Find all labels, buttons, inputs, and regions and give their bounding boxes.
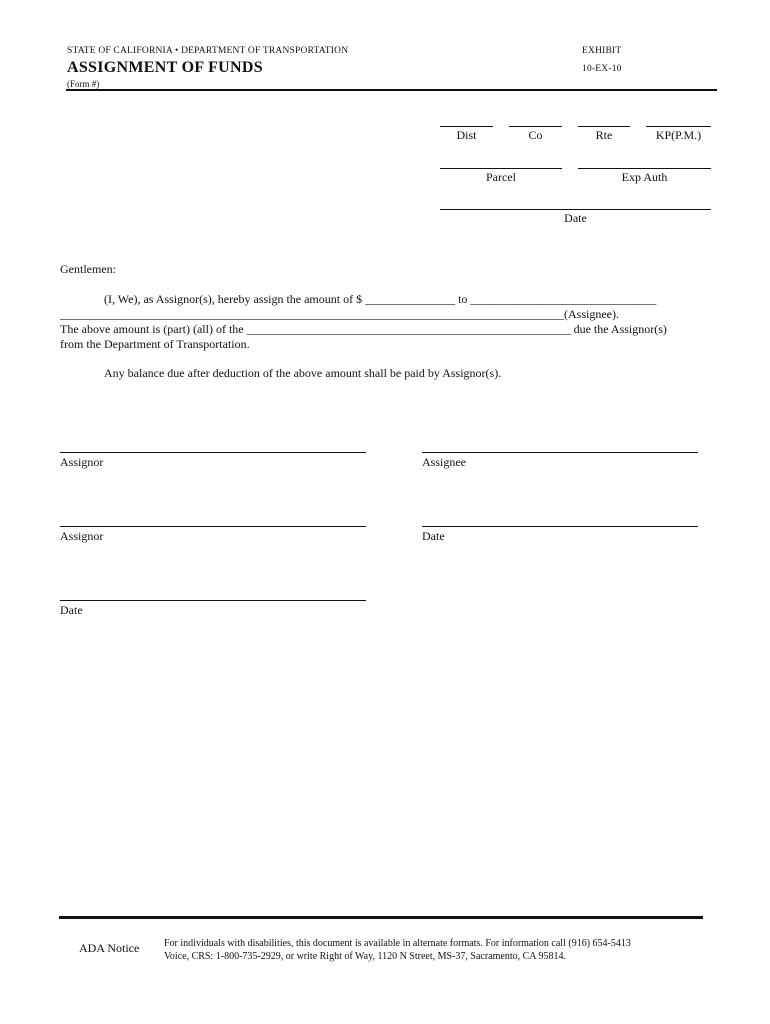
parcel-field[interactable] bbox=[440, 168, 562, 169]
right-date-line[interactable] bbox=[422, 526, 698, 527]
footer-divider bbox=[59, 916, 703, 919]
co-field[interactable] bbox=[509, 126, 562, 127]
ada-notice-line-2: Voice, CRS: 1-800-735-2929, or write Right of Way, 1120 N Street, MS-37, Sacramento, CA 95814. bbox=[164, 951, 566, 962]
assignor-1-signature-line[interactable] bbox=[60, 452, 366, 453]
dist-label: Dist bbox=[456, 128, 477, 142]
rte-field[interactable] bbox=[578, 126, 630, 127]
form-title: ASSIGNMENT OF FUNDS bbox=[67, 59, 263, 76]
ada-notice-label: ADA Notice bbox=[79, 941, 140, 955]
salutation: Gentlemen: bbox=[60, 262, 116, 276]
assignment-line-3: The above amount is (part) (all) of the ______________________________________________________ due the Assignor(s) bbox=[60, 322, 667, 336]
exp-auth-field[interactable] bbox=[578, 168, 711, 169]
assignor-1-label: Assignor bbox=[60, 455, 104, 469]
co-label: Co bbox=[528, 128, 543, 142]
assignment-line-2: ____________________________________________________________________________________(Assignee). bbox=[60, 307, 619, 321]
top-date-label: Date bbox=[564, 211, 587, 225]
assignor-2-signature-line[interactable] bbox=[60, 526, 366, 527]
parcel-label: Parcel bbox=[486, 170, 516, 184]
header-divider bbox=[66, 89, 717, 91]
assignment-line-4: from the Department of Transportation. bbox=[60, 337, 250, 351]
assignment-line-1: (I, We), as Assignor(s), hereby assign the amount of $ _______________ to _______________________________ bbox=[104, 292, 657, 306]
assignee-label: Assignee bbox=[422, 455, 466, 469]
exhibit-label: EXHIBIT bbox=[582, 46, 622, 56]
left-date-line[interactable] bbox=[60, 600, 366, 601]
agency-heading: STATE OF CALIFORNIA • DEPARTMENT OF TRANSPORTATION bbox=[67, 46, 349, 56]
top-date-field[interactable] bbox=[440, 209, 711, 210]
assignor-2-label: Assignor bbox=[60, 529, 104, 543]
left-date-label: Date bbox=[60, 603, 83, 617]
assignee-signature-line[interactable] bbox=[422, 452, 698, 453]
dist-field[interactable] bbox=[440, 126, 493, 127]
balance-statement: Any balance due after deduction of the above amount shall be paid by Assignor(s). bbox=[104, 366, 502, 380]
kp-label: KP(P.M.) bbox=[655, 128, 702, 142]
kp-field[interactable] bbox=[646, 126, 711, 127]
exhibit-number: 10-EX-10 bbox=[582, 64, 622, 74]
right-date-label: Date bbox=[422, 529, 445, 543]
form-number: (Form #) bbox=[67, 79, 100, 89]
rte-label: Rte bbox=[595, 128, 613, 142]
ada-notice-line-1: For individuals with disabilities, this document is available in alternate formats. For information call (916) 654-5413 bbox=[164, 938, 631, 949]
exp-auth-label: Exp Auth bbox=[621, 170, 668, 184]
